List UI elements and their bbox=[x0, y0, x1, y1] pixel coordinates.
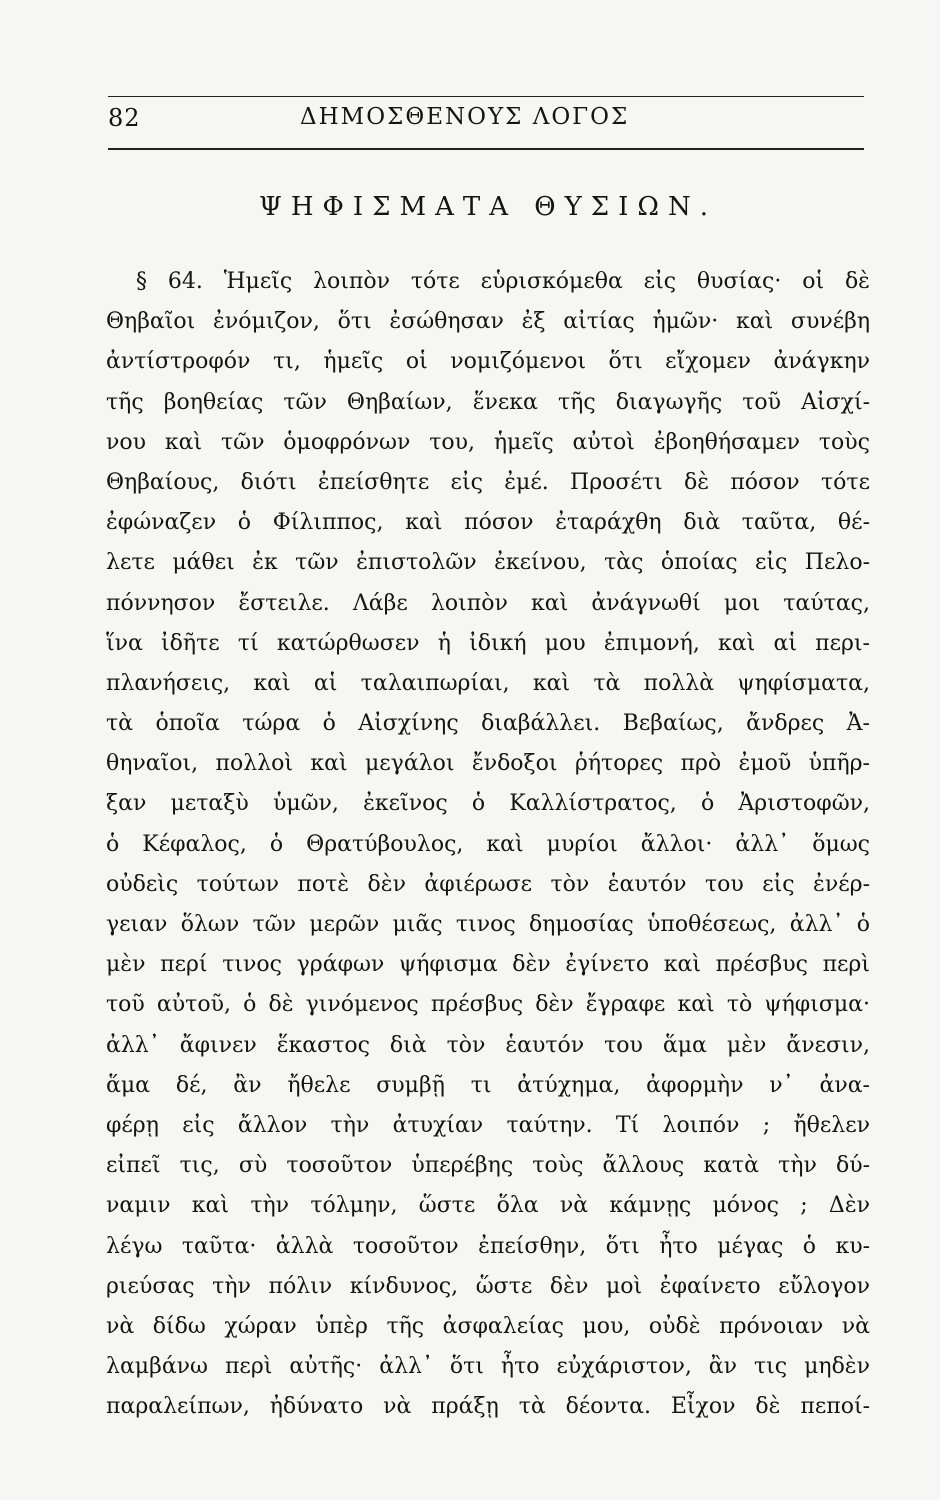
text-line: πόννησον ἔστειλε. Λάβε λοιπὸν καὶ ἀνάγνωθί μοι ταύτας, bbox=[106, 590, 870, 616]
text-line: λέγω ταῦτα· ἀλλὰ τοσοῦτον ἐπείσθην, ὅτι ἦτο μέγας ὁ κυ- bbox=[106, 1233, 870, 1259]
text-line: τοῦ αὐτοῦ, ὁ δὲ γινόμενος πρέσβυς δὲν ἔγραφε καὶ τὸ ψήφισμα· bbox=[106, 992, 870, 1018]
page-number: 82 bbox=[108, 104, 141, 132]
text-line: εἰπεῖ τις, σὺ τοσοῦτον ὑπερέβης τοὺς ἄλλους κατὰ τὴν δύ- bbox=[106, 1153, 870, 1179]
text-line: § 64. Ἡμεῖς λοιπὸν τότε εὑρισκόμεθα εἰς θυσίας· οἱ δὲ bbox=[136, 269, 870, 294]
text-line: λαμβάνω περὶ αὐτῆς· ἀλλ᾽ ὅτι ἦτο εὐχάριστον, ἂν τις μηδὲν bbox=[106, 1354, 870, 1380]
text-line: ξαν μεταξὺ ὑμῶν, ἐκεῖνος ὁ Καλλίστρατος, ὁ Ἀριστοφῶν, bbox=[106, 791, 870, 817]
text-line: τὰ ὁποῖα τώρα ὁ Αἰσχίνης διαβάλλει. Βεβαίως, ἄνδρες Ἀ- bbox=[106, 711, 870, 737]
text-line: ριεύσας τὴν πόλιν κίνδυνος, ὥστε δὲν μοὶ ἐφαίνετο εὔλογον bbox=[106, 1273, 870, 1299]
section-title: ΨΗΦΙΣΜΑΤΑ ΘΥΣΙΩΝ. bbox=[259, 192, 717, 222]
text-line: τῆς βοηθείας τῶν Θηβαίων, ἕνεκα τῆς διαγωγῆς τοῦ Αἰσχί- bbox=[106, 389, 870, 415]
text-line: θηναῖοι, πολλοὶ καὶ μεγάλοι ἔνδοξοι ῥήτορες πρὸ ἐμοῦ ὑπῆρ- bbox=[106, 751, 870, 777]
header-rule-bottom bbox=[108, 148, 864, 150]
text-line: ἵνα ἰδῆτε τί κατώρθωσεν ἡ ἰδική μου ἐπιμονή, καὶ αἱ περι- bbox=[106, 630, 870, 656]
page-header bbox=[108, 96, 868, 136]
text-line: μὲν περί τινος γράφων ψήφισμα δὲν ἐγίνετο καὶ πρέσβυς περὶ bbox=[106, 952, 870, 978]
header-rule-top bbox=[108, 96, 864, 97]
text-line: Θηβαίους, διότι ἐπείσθητε εἰς ἐμέ. Προσέτι δὲ πόσον τότε bbox=[106, 469, 870, 495]
text-line: ἅμα δέ, ἂν ἤθελε συμβῇ τι ἀτύχημα, ἀφορμὴν ν᾽ ἀνα- bbox=[106, 1072, 870, 1098]
text-line: γειαν ὅλων τῶν μερῶν μιᾶς τινος δημοσίας ὑποθέσεως, ἀλλ᾽ ὁ bbox=[106, 912, 870, 937]
text-line: πλανήσεις, καὶ αἱ ταλαιπωρίαι, καὶ τὰ πολλὰ ψηφίσματα, bbox=[106, 670, 870, 696]
text-line: ἀλλ᾽ ἄφινεν ἕκαστος διὰ τὸν ἑαυτόν του ἅμα μὲν ἄνεσιν, bbox=[106, 1032, 870, 1058]
text-line: ἐφώναζεν ὁ Φίλιππος, καὶ πόσον ἐταράχθη διὰ ταῦτα, θέ- bbox=[106, 510, 870, 536]
text-line: νου καὶ τῶν ὁμοφρόνων του, ἡμεῖς αὐτοὶ ἐβοηθήσαμεν τοὺς bbox=[106, 429, 870, 455]
body-text bbox=[106, 262, 870, 1427]
text-line: ναμιν καὶ τὴν τόλμην, ὥστε ὅλα νὰ κάμνῃς μόνος ; Δὲν bbox=[106, 1193, 870, 1219]
text-line: νὰ δίδω χώραν ὑπὲρ τῆς ἀσφαλείας μου, οὐδὲ πρόνοιαν νὰ bbox=[106, 1313, 870, 1339]
text-line: οὐδεὶς τούτων ποτὲ δὲν ἀφιέρωσε τὸν ἑαυτόν του εἰς ἐνέρ- bbox=[106, 871, 870, 897]
text-line: παραλείπων, ἠδύνατο νὰ πράξῃ τὰ δέοντα. Εἶχον δὲ πεποί- bbox=[106, 1394, 870, 1420]
text-line: λετε μάθει ἐκ τῶν ἐπιστολῶν ἐκείνου, τὰς ὁποίας εἰς Πελο- bbox=[106, 550, 870, 576]
text-line: Θηβαῖοι ἐνόμιζον, ὅτι ἐσώθησαν ἐξ αἰτίας ἡμῶν· καὶ συνέβη bbox=[106, 309, 870, 335]
text-line: ἀντίστροφόν τι, ἡμεῖς οἱ νομιζόμενοι ὅτι εἴχομεν ἀνάγκην bbox=[106, 349, 870, 375]
text-line: ὁ Κέφαλος, ὁ Θρατύβουλος, καὶ μυρίοι ἄλλοι· ἀλλ᾽ ὅμως bbox=[106, 831, 870, 857]
running-title: ΔΗΜΟΣΘΕΝΟΥΣ ΛΟΓΟΣ bbox=[300, 104, 630, 130]
text-line: φέρῃ εἰς ἄλλον τὴν ἀτυχίαν ταύτην. Τί λοιπόν ; ἤθελεν bbox=[106, 1112, 870, 1138]
